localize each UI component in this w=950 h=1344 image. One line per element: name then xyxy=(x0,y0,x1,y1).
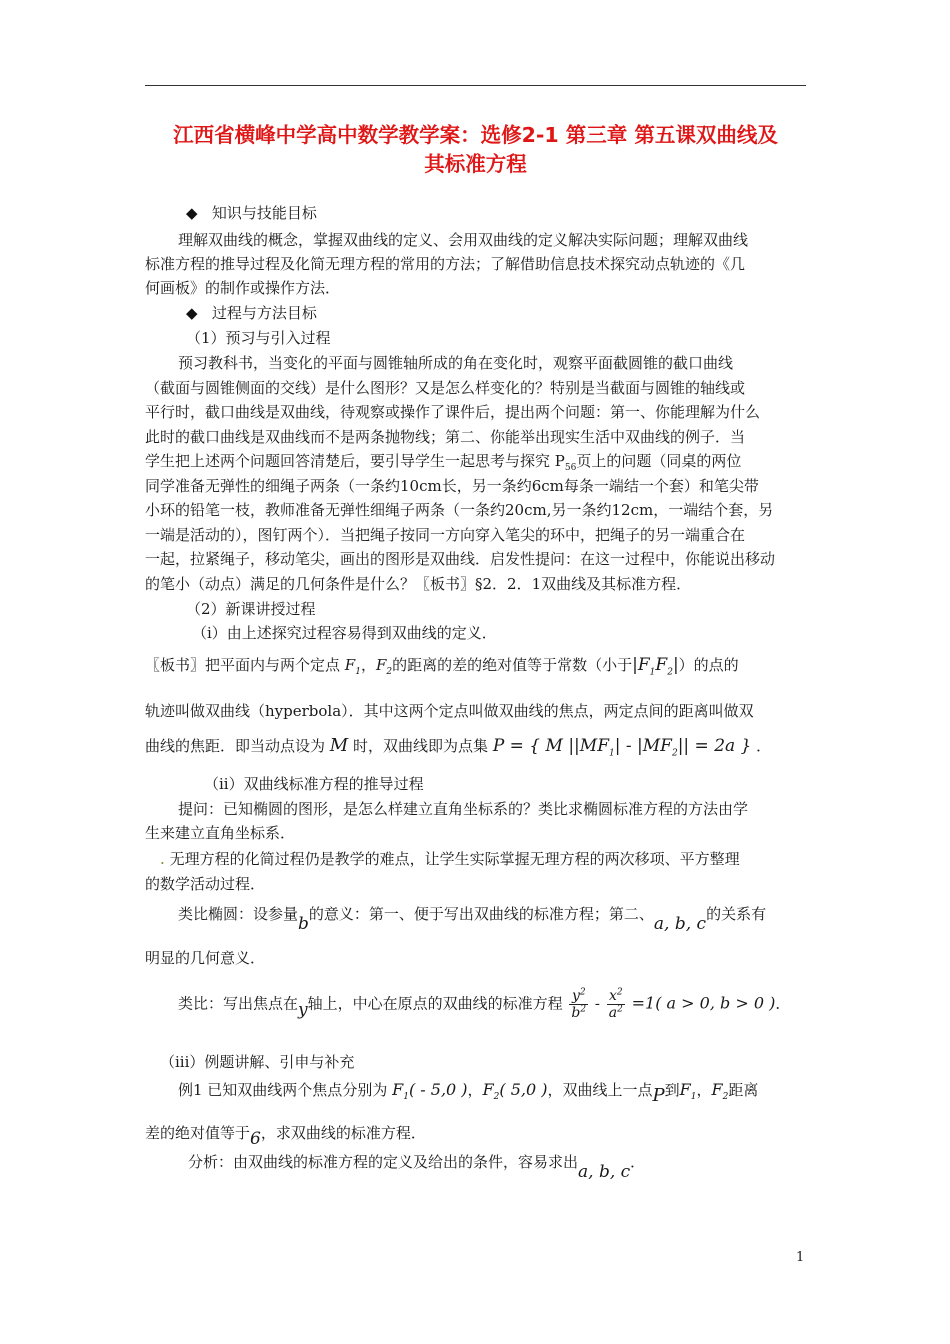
definition-line: 〖板书〗把平面内与两个定点 $F_1$，$F_2$的距离的差的绝对值等于常数（小于$|F_1F_2|$）的点的 xyxy=(145,655,739,678)
paragraph-line: 类比椭圆：设参量b的意义：第一、便于写出双曲线的标准方程；第二、a, b, c的关系有 xyxy=(178,905,767,934)
paragraph-line: 平行时，截口曲线是双曲线，待观察或操作了课件后，提出两个问题：第一、你能理解为什么 xyxy=(145,403,761,421)
section-heading-knowledge: ◆ 知识与技能目标 xyxy=(186,204,317,222)
paragraph-line: 同学准备无弹性的细绳子两条（一条约10cm长，另一条约6cm每条一端结一个套）和笔尖带 xyxy=(145,477,759,495)
math-equation-rhs: =1( a > 0, b > 0 ) xyxy=(631,993,776,1013)
math-b: b xyxy=(298,914,309,934)
math-f2: $F_2$ xyxy=(711,1080,729,1103)
paragraph-line: 一端是活动的），图钉两个）．当把绳子按同一方向穿入笔尖的环中，把绳子的另一端重合在 xyxy=(145,526,746,544)
paragraph-line: 标准方程的推导过程及化简无理方程的常用的方法；了解借助信息技术探究动点轨迹的《几 xyxy=(145,255,746,273)
definition-line: 曲线的焦距．即当动点设为 M 时，双曲线即为点集 P = { M $||MF_1| - |MF_2|| = 2a$ } ． xyxy=(145,735,772,759)
definition-line: 轨迹叫做双曲线（hyperbola）．其中这两个定点叫做双曲线的焦点，两定点间的距离叫做双 xyxy=(145,702,754,720)
math-m: M xyxy=(329,735,349,756)
title-line-1: 江西省横峰中学高中数学教学案：选修2-1 第三章 第五课双曲线及 xyxy=(173,123,778,147)
paragraph-line: . 无理方程的化简过程仍是教学的难点，让学生实际掌握无理方程的两次移项、平方整理 xyxy=(160,850,740,868)
diamond-bullet-icon: ◆ xyxy=(186,304,198,322)
paragraph-line: 此时的截口曲线是双曲线而不是两条抛物线；第二、你能举出现实生活中双曲线的例子．当 xyxy=(145,428,746,446)
math-p: P xyxy=(652,1085,665,1106)
header-rule xyxy=(145,85,806,86)
paragraph-line: 预习教科书，当变化的平面与圆锥轴所成的角在变化时，观察平面截圆锥的截口曲线 xyxy=(178,354,734,372)
title-line-2: 其标准方程 xyxy=(424,152,527,176)
math-abc: a, b, c xyxy=(653,914,707,934)
paragraph-line: 何画板》的制作或操作方法． xyxy=(145,279,341,297)
subsection-heading: （ii）双曲线标准方程的推导过程 xyxy=(204,775,424,793)
math-fraction-x2-a2: $\frac{x^2}{a^2}$ xyxy=(608,987,623,1021)
math-f2-coord: $F_2$( 5,0 ) xyxy=(482,1080,548,1103)
math-fraction-y2-b2: $\frac{y^2}{b^2}$ xyxy=(571,987,587,1021)
subsection-heading: （i）由上述探究过程容易得到双曲线的定义． xyxy=(192,624,497,642)
math-f2: $F_2$ xyxy=(375,656,393,677)
paragraph-line: 的笔小（动点）满足的几何条件是什么？〖板书〗§2．2．1双曲线及其标准方程． xyxy=(145,575,692,593)
example-line: 差的绝对值等于6，求双曲线的标准方程． xyxy=(145,1124,426,1149)
math-six: 6 xyxy=(250,1129,261,1149)
paragraph-line: 学生把上述两个问题回答清楚后，要引导学生一起思考与探究 $P_{56}$页上的问题（同桌的两位 xyxy=(145,452,742,473)
math-y: y xyxy=(298,999,308,1020)
paragraph-line: 的数学活动过程． xyxy=(145,875,266,893)
math-f1: $F_1$ xyxy=(679,1080,697,1103)
math-f1: $F_1$ xyxy=(344,656,361,677)
paragraph-line: 明显的几何意义． xyxy=(145,949,266,967)
document-title xyxy=(145,121,806,179)
subsection-heading: （2）新课讲授过程 xyxy=(186,600,316,618)
dot-mark-icon: . xyxy=(160,850,165,868)
paragraph-line: （截面与圆锥侧面的交线）是什么图形？又是怎么样变化的？特别是当截面与圆锥的轴线或 xyxy=(145,379,746,397)
paragraph-line: 一起，拉紧绳子，移动笔尖，画出的图形是双曲线．启发性提问：在这一过程中，你能说出移动 xyxy=(145,550,776,568)
subsection-heading: （1）预习与引入过程 xyxy=(186,329,331,347)
math-f1-coord: $F_1( - 5,0$ ) xyxy=(392,1080,468,1103)
math-abc: a, b, c xyxy=(578,1162,631,1182)
example-line: 例1 已知双曲线两个焦点分别为 $F_1( - 5,0$ )，$F_2$( 5,0 )，双曲线上一点P到$F_1$，$F_2$距离 xyxy=(178,1080,759,1106)
subsection-heading: （iii）例题讲解、引申与补充 xyxy=(160,1053,355,1071)
paragraph-line: 生来建立直角坐标系． xyxy=(145,824,296,842)
paragraph-line: 提问：已知椭圆的图形，是怎么样建立直角坐标系的？类比求椭圆标准方程的方法由学 xyxy=(178,800,749,818)
section-heading-process: ◆ 过程与方法目标 xyxy=(186,304,317,322)
math-point-set: P = { M $||MF_1| - |MF_2|| = 2a$ } xyxy=(492,736,752,759)
analysis-line: 分析：由双曲线的标准方程的定义及给出的条件，容易求出a, b, c． xyxy=(188,1153,646,1182)
paragraph-line: 理解双曲线的概念，掌握双曲线的定义、会用双曲线的定义解决实际问题；理解双曲线 xyxy=(178,231,749,249)
diamond-bullet-icon: ◆ xyxy=(186,204,198,222)
math-abs-f1f2: $|F_1F_2|$ xyxy=(632,655,679,678)
page-number: 1 xyxy=(796,1250,805,1265)
paragraph-line: 类比：写出焦点在y轴上，中心在原点的双曲线的标准方程 $\frac{y^2}{b^2}$ - $\frac{x^2}{a^2}$ =1( a > 0, b > 0 )． xyxy=(178,987,791,1021)
paragraph-line: 小环的铅笔一枝，教师准备无弹性细绳子两条（一条约20cm,另一条约12cm，一端结个套，另 xyxy=(145,501,774,519)
